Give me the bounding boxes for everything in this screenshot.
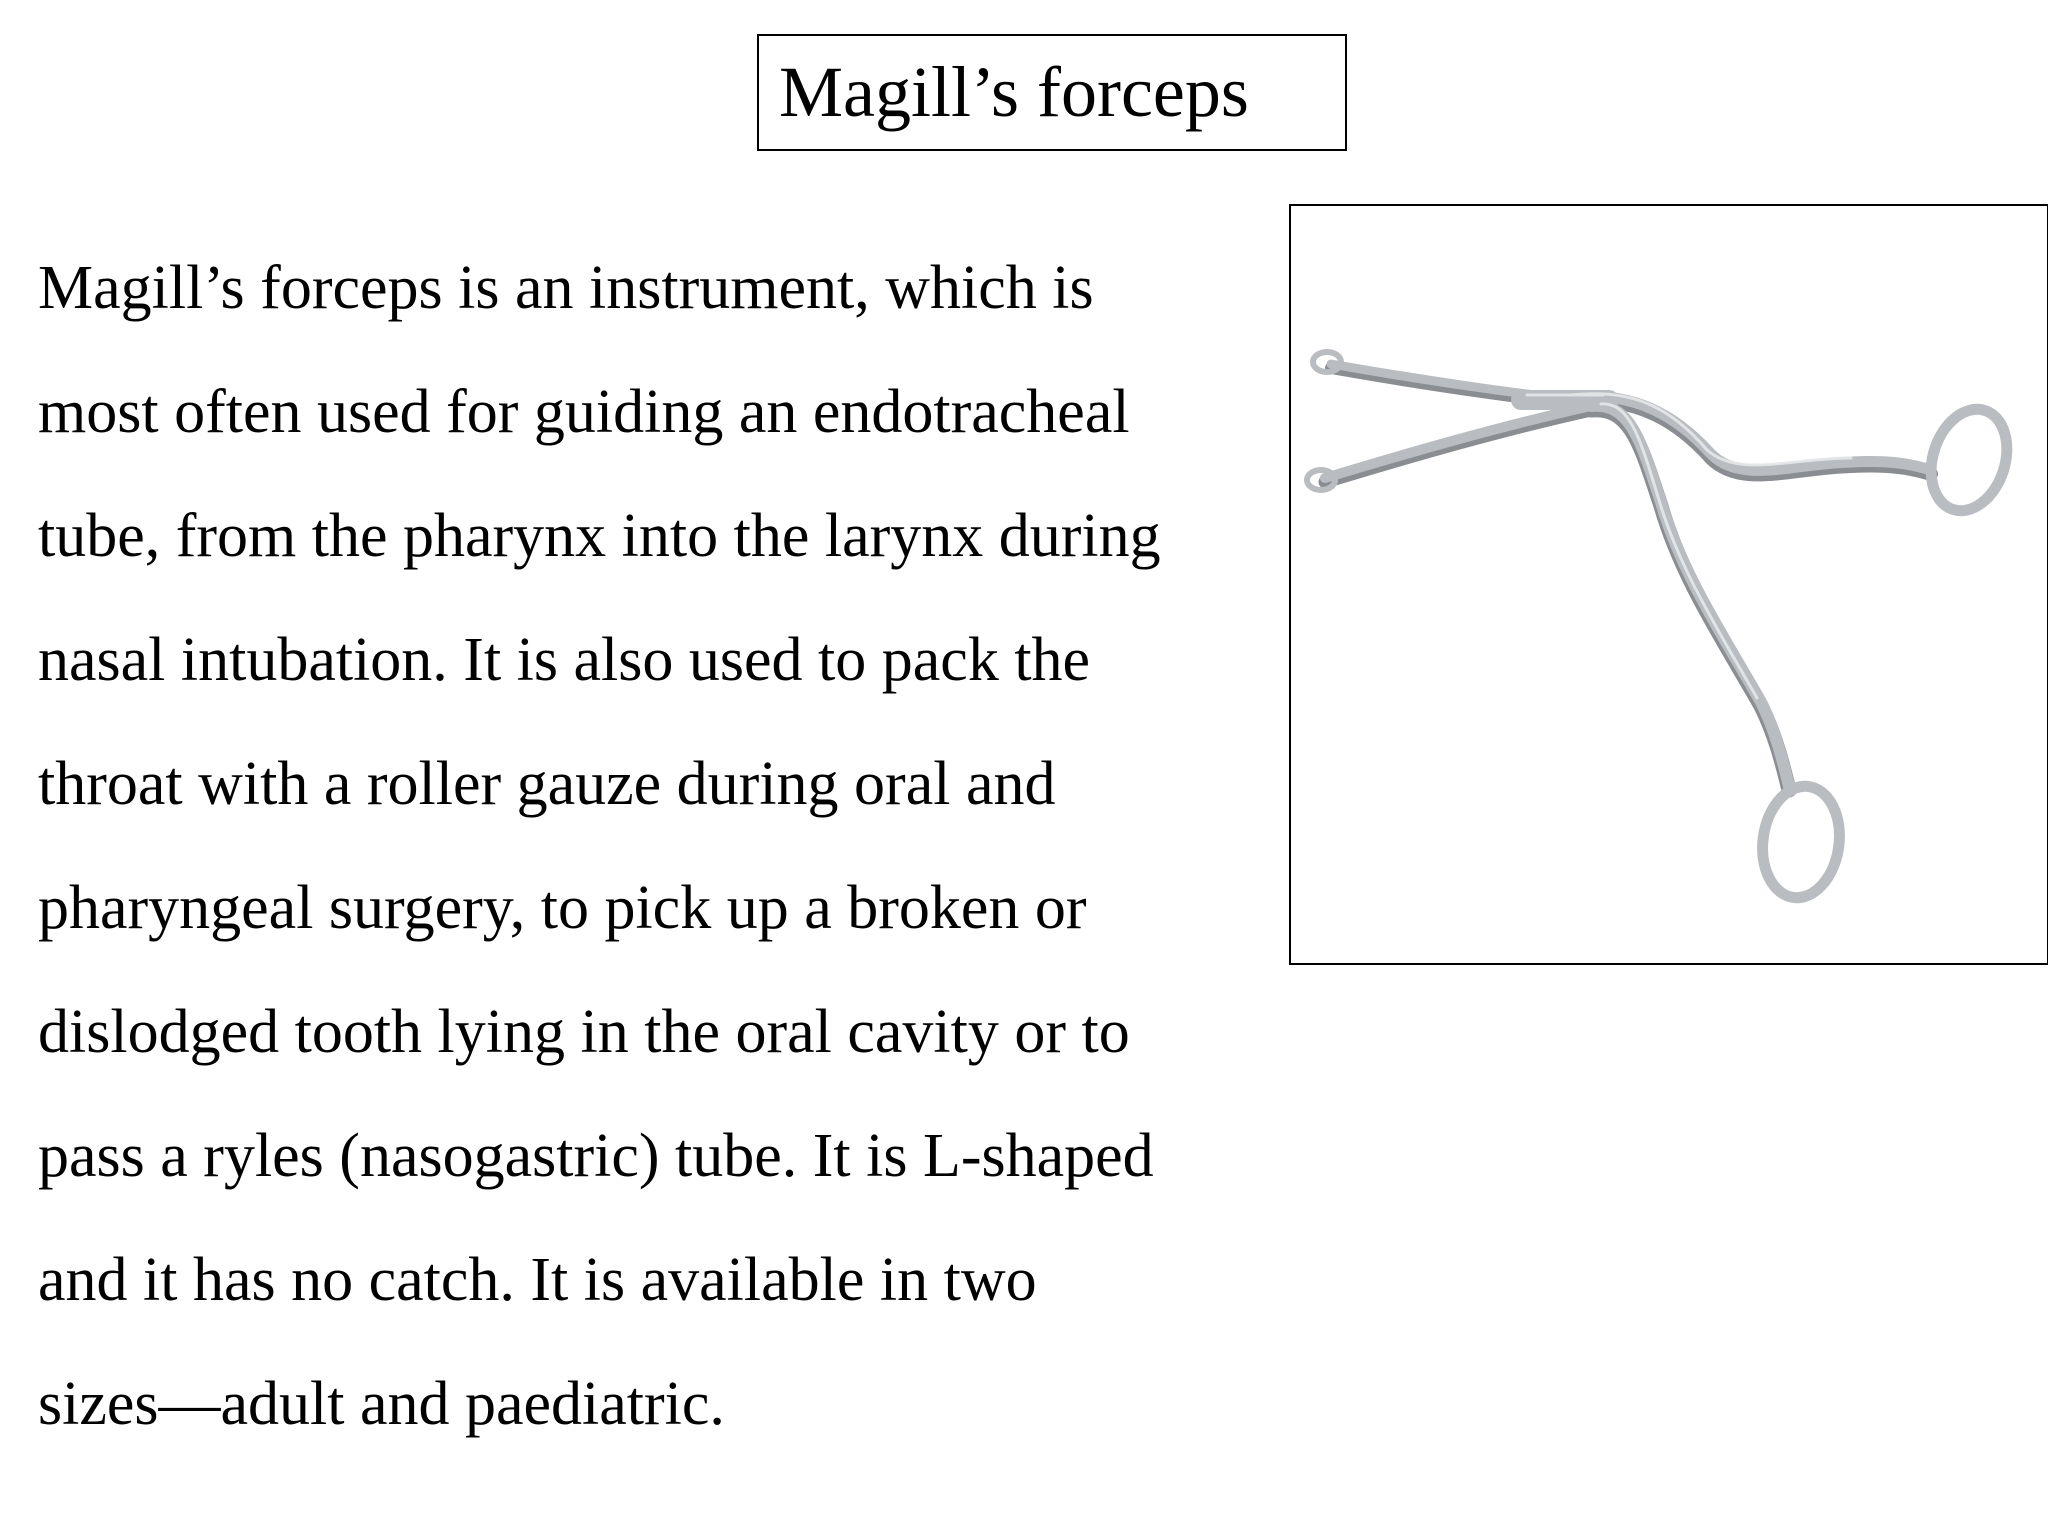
body-line: most often used for guiding an endotracheal bbox=[38, 378, 1130, 446]
lower-jaw bbox=[1325, 406, 1591, 478]
right-finger-ring bbox=[1919, 399, 2020, 520]
body-line: nasal intubation. It is also used to pack the bbox=[38, 626, 1091, 694]
body-line: dislodged tooth lying in the oral cavity or to bbox=[38, 998, 1130, 1066]
magill-forceps-image bbox=[1291, 206, 2047, 963]
body-line: pass a ryles (nasogastric) tube. It is L-shaped bbox=[38, 1122, 1154, 1190]
body-line: pharyngeal surgery, to pick up a broken or bbox=[38, 874, 1087, 942]
body-line: tube, from the pharynx into the larynx during bbox=[38, 502, 1161, 570]
forceps-body bbox=[1307, 352, 2019, 903]
slide-title: Magill’s forceps bbox=[757, 34, 1347, 151]
body-line: and it has no catch. It is available in two bbox=[38, 1246, 1037, 1314]
body-line: sizes—adult and paediatric. bbox=[38, 1370, 725, 1438]
body-paragraph bbox=[38, 240, 1288, 1480]
bottom-finger-ring bbox=[1756, 781, 1847, 902]
forceps-figure bbox=[1289, 204, 2048, 965]
body-line: throat with a roller gauze during oral and bbox=[38, 750, 1056, 818]
body-line: Magill’s forceps is an instrument, which is bbox=[38, 254, 1094, 322]
